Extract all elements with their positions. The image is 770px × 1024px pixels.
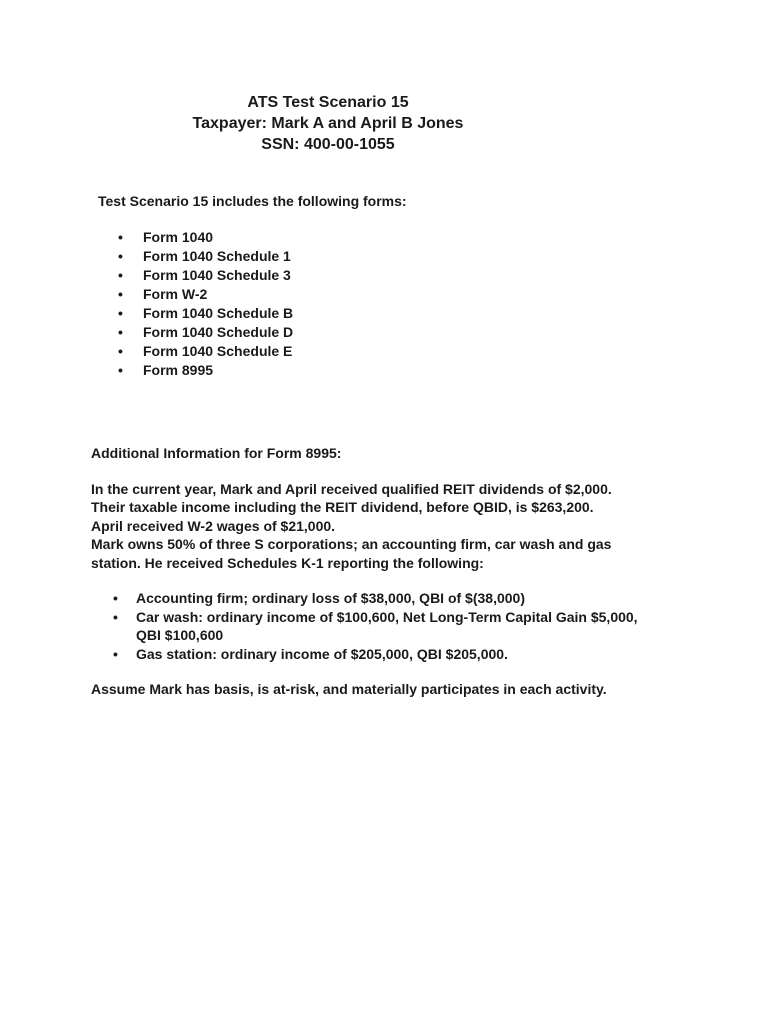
additional-info-paragraph — [91, 480, 691, 572]
forms-list-item: • Form 1040 Schedule B — [0, 304, 293, 323]
paragraph-line: Mark owns 50% of three S corporations; an accounting firm, car wash and gas — [91, 536, 612, 553]
k1-list — [0, 589, 638, 663]
forms-list-item: • Form 1040 — [0, 228, 293, 247]
paragraph-line: In the current year, Mark and April received qualified REIT dividends of $2,000. — [91, 481, 612, 497]
paragraph-line: April received W-2 wages of $21,000. — [91, 517, 336, 534]
ssn-line: SSN: 400-00-1055 — [261, 136, 395, 153]
paragraph-line: station. He received Schedules K-1 reporting the following: — [91, 554, 484, 571]
document-header — [0, 92, 656, 155]
scenario-title: ATS Test Scenario 15 — [247, 94, 409, 111]
forms-intro: Test Scenario 15 includes the following forms: — [98, 193, 407, 209]
paragraph-line: Their taxable income including the REIT dividend, before QBID, is $263,200. — [91, 499, 594, 516]
forms-list-item: • Form 1040 Schedule 1 — [0, 247, 293, 266]
forms-list-item: • Form 1040 Schedule 3 — [0, 266, 293, 285]
forms-list-item: • Form 1040 Schedule E — [0, 342, 293, 361]
k1-list-item — [0, 589, 638, 608]
additional-info-heading: Additional Information for Form 8995: — [91, 445, 342, 461]
forms-list — [0, 228, 293, 380]
k1-item-text-continued: QBI $100,600 — [136, 627, 224, 644]
k1-item-text: Accounting firm; ordinary loss of $38,000, QBI of $(38,000) — [136, 590, 525, 606]
k1-list-item — [0, 608, 638, 645]
forms-list-item: • Form W-2 — [0, 285, 293, 304]
forms-list-item: • Form 1040 Schedule D — [0, 323, 293, 342]
k1-list-item — [0, 645, 638, 664]
k1-item-text: • Car wash: ordinary income of $100,600, Net Long-Term Capital Gain $5,000, — [136, 608, 638, 625]
taxpayer-line: Taxpayer: Mark A and April B Jones — [192, 115, 464, 132]
assumption-statement: Assume Mark has basis, is at-risk, and materially participates in each activity. — [91, 681, 607, 697]
k1-item-text: Gas station: ordinary income of $205,000, QBI $205,000. — [136, 645, 508, 662]
forms-list-item: • Form 8995 — [0, 361, 293, 380]
